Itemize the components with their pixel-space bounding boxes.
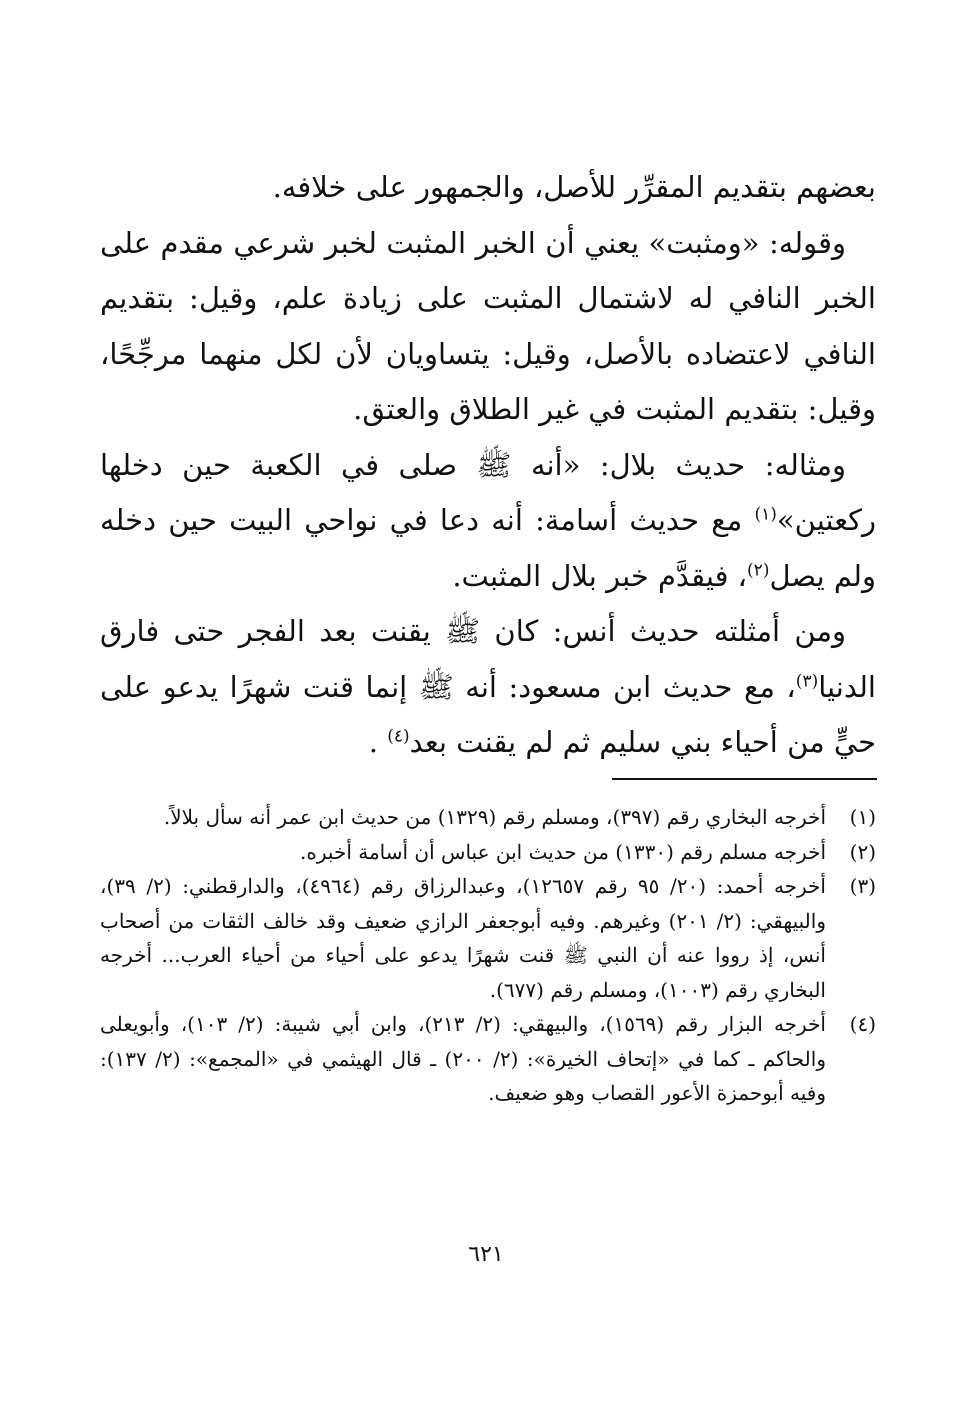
main-text [100,160,876,771]
footnote-3 [100,869,876,1007]
footnote-text: أخرجه مسلم رقم (١٣٣٠) من حديث ابن عباس أن أسامة أخبره. [300,839,826,864]
footnote-4 [100,1007,876,1111]
footnote-separator [612,778,877,780]
paragraph-4-part-a: ومن أمثلته حديث أنس: كان ﷺ يقنت بعد الفجر حتى فارق الدنيا [100,614,876,704]
footnote-text: أخرجه أحمد: (٢٠/ ٩٥ رقم ١٢٦٥٧)، وعبدالرزاق رقم (٤٩٦٤)، والدارقطني: (٢/ ٣٩)، والبيهقي: (٢/ ٢٠١) وغيرهم. وفيه أبوجعفر الرازي ضعيف وقد خالف الثقات من أصحاب أنس، إذ رووا عنه أن النبي ﷺ قنت شهرًا يدعو على أحياء من أحياء العرب... أخرجه البخاري رقم (١٠٠٣)، ومسلم رقم (٦٧٧). [100,874,826,1002]
footnote-ref-2[interactable]: (٢) [747,559,770,580]
paragraph-3-part-c: ، فيقدَّم خبر بلال المثبت. [452,558,748,593]
paragraph-3-part-a: ومثاله: حديث بلال: «أنه ﷺ صلى في الكعبة حين دخلها ركعتين» [100,447,876,537]
footnote-ref-4[interactable]: (٤) [387,726,410,747]
footnote-number: (٢) [849,839,876,864]
footnote-number: (٣) [849,874,876,898]
paragraph-4-part-c: . [368,725,388,759]
paragraph-2: وقوله: «ومثبت» يعني أن الخبر المثبت لخبر شرعي مقدم على الخبر النافي له لاشتمال المثبت على زيادة علم، وقيل: بتقديم النافي لاعتضاده بالأصل، وقيل: يتساويان لأن لكل منهما مرجِّحًا، وقيل: بتقديم المثبت في غير الطلاق والعتق. [100,225,876,426]
footnote-1 [100,800,876,835]
paragraph-3 [100,438,876,605]
paragraph-4-part-b: ، مع حديث ابن مسعود: أنه ﷺ إنما قنت شهرًا يدعو على حيٍّ من أحياء بني سليم ثم لم يقنت بعد [100,669,876,759]
footnotes-section [100,800,876,1111]
paragraph-1: بعضهم بتقديم المقرِّر للأصل، والجمهور على خلافه. [272,170,876,204]
footnote-number: (٤) [849,1012,876,1036]
paragraph-4 [100,604,876,771]
footnote-ref-1[interactable]: (١) [754,504,777,525]
footnote-number: (١) [849,805,876,829]
footnote-ref-3[interactable]: (٣) [795,670,819,691]
footnote-text: أخرجه البخاري رقم (٣٩٧)، ومسلم رقم (١٣٢٩) من حديث ابن عمر أنه سأل بلالاً. [163,805,826,829]
paragraph-3-part-b: مع حديث أسامة: أنه دعا في نواحي البيت حين دخله ولم يصل [100,503,876,593]
footnote-text: أخرجه البزار رقم (١٥٦٩)، والبيهقي: (٢/ ٢١٣)، وابن أبي شيبة: (٢/ ١٠٣)، وأبويعلى والحاكم ـ كما في «إتحاف الخيرة»: (٢/ ٢٠٠) ـ قال الهيثمي في «المجمع»: (٢/ ١٣٧): وفيه أبوحمزة الأعور القصاب وهو ضعيف. [100,1012,826,1105]
footnote-2 [100,835,876,870]
page-number: ٦٢١ [468,1242,504,1267]
